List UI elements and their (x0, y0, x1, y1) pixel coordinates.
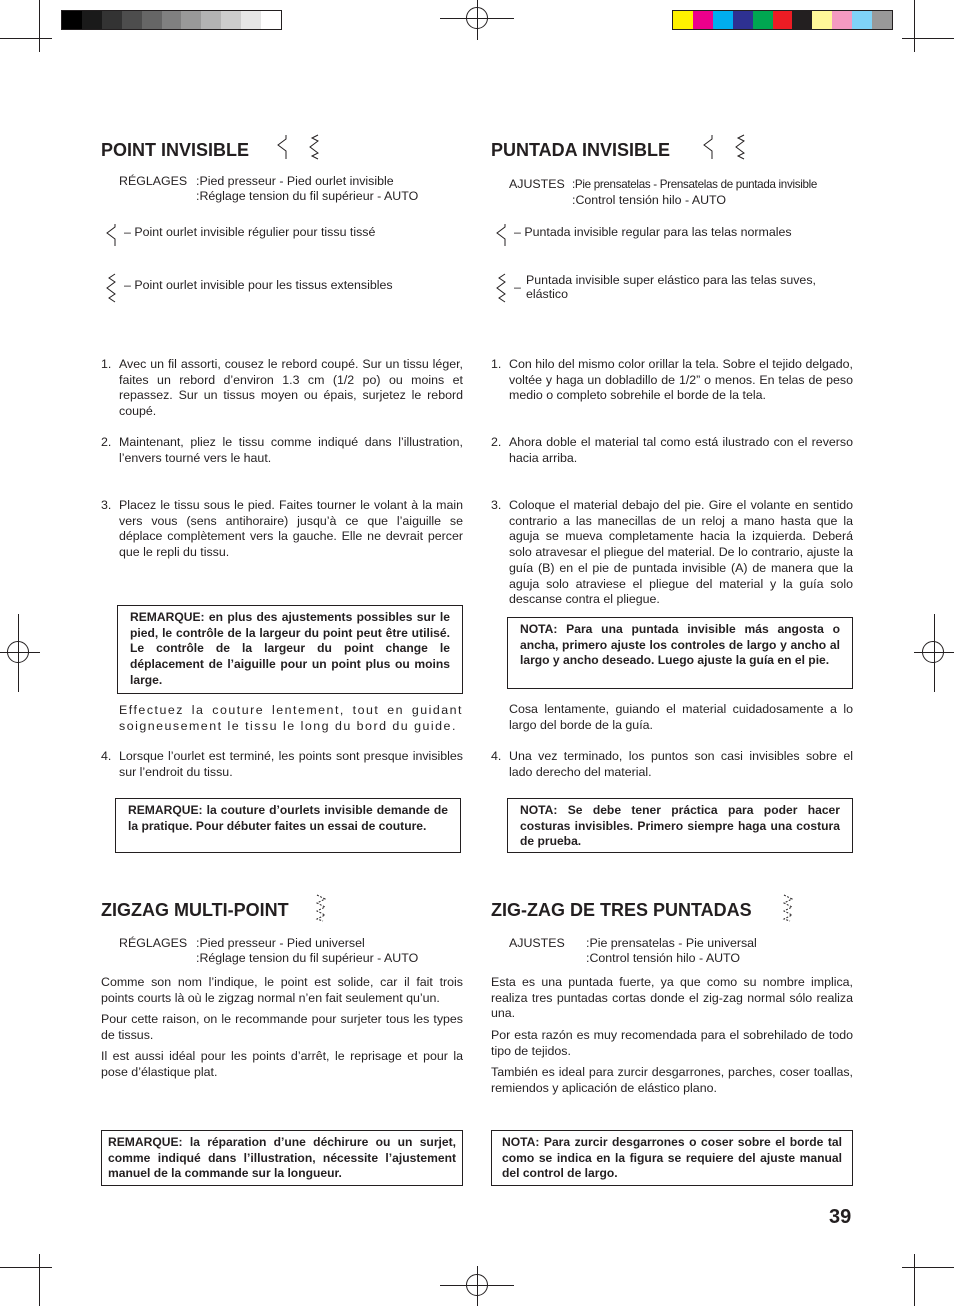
settings-label: RÉGLAGES (119, 936, 188, 950)
step-number: 4. (101, 749, 112, 763)
note-box: REMARQUE: la couture d’ourlets invisible demande de la pratique. Pour débuter faites un essai de couture. (115, 798, 461, 853)
settings-line: :Control tensión hilo - AUTO (586, 951, 741, 965)
stitch-option-dash: – (514, 280, 521, 294)
multi-zigzag-stitch-icon (313, 893, 329, 923)
stretch-blind-stitch-icon (732, 133, 748, 161)
crop-mark (914, 0, 915, 52)
color-swatch (792, 11, 812, 29)
multi-zigzag-stitch-icon (780, 893, 796, 923)
color-swatch (122, 11, 142, 29)
settings-label: RÉGLAGES (119, 174, 188, 188)
color-swatch (261, 11, 281, 29)
color-swatch (872, 11, 892, 29)
color-swatch (773, 11, 793, 29)
color-swatch (693, 11, 713, 29)
paragraph: También es ideal para zurcir desgarrones, parches, coser toallas, remiendos y aplicación de elástico plano. (491, 1065, 853, 1095)
settings-line: :Pie prensatelas - Prensatelas de puntada invisible (572, 178, 818, 191)
color-swatch (201, 11, 221, 29)
stitch-option-text: – Point ourlet invisible pour les tissus extensibles (124, 278, 393, 292)
stretch-blind-stitch-icon (494, 272, 508, 304)
crop-mark (0, 38, 52, 39)
color-swatch (62, 11, 82, 29)
settings-line: :Réglage tension du fil supérieur - AUTO (196, 189, 419, 203)
note-box: REMARQUE: en plus des ajustements possibles sur le pied, le contrôle de la largeur du point peut être utilisé. Le contrôle de la largeur du point change le déplacement de l’aiguille pour un point plus ou moins large. (117, 605, 463, 694)
settings-line: :Pied presseur - Pied universel (196, 936, 365, 950)
step-number: 4. (491, 749, 502, 763)
blind-stitch-icon (274, 133, 290, 161)
step-text: Avec un fil assorti, cousez le rebord coupé. Sur un tissu léger, faites un rebord d’environ 1.3 cm (1/2 po) ou moins et repassez. Sur un tissus moyen ou épais, surjetez le rebord coupé. (119, 357, 463, 419)
crop-mark (39, 1254, 40, 1306)
color-swatch (82, 11, 102, 29)
stretch-blind-stitch-icon (306, 133, 322, 161)
color-swatch (102, 11, 122, 29)
grayscale-bar (61, 10, 282, 30)
color-swatch (181, 11, 201, 29)
crop-mark (902, 38, 954, 39)
settings-line: :Control tensión hilo - AUTO (572, 193, 727, 207)
step-text: Maintenant, pliez le tissu comme indiqué dans l’illustration, l’envers tourné vers le haut. (119, 435, 463, 465)
stitch-option-text: – Point ourlet invisible régulier pour tissu tissé (124, 225, 376, 239)
step-text: Con hilo del mismo color orillar la tela. Sobre el tejido delgado, voltée y haga un dobladillo de 1/2” o menos. En telas de peso medio o completo sobrehile el borde de la tela. (509, 357, 853, 403)
color-swatch (241, 11, 261, 29)
step-number: 3. (491, 498, 502, 512)
settings-label: AJUSTES (509, 177, 565, 191)
settings-line: :Pied presseur - Pied ourlet invisible (196, 174, 394, 188)
section-title-puntada-invisible: PUNTADA INVISIBLE (491, 140, 671, 160)
step-number: 3. (101, 498, 112, 512)
paragraph: Esta es una puntada fuerte, ya que como su nombre implica, realiza tres puntadas cortas donde el zig-zag normal sólo realiza una. (491, 975, 853, 1021)
blind-stitch-icon (494, 222, 508, 248)
section-title-zig-zag-tres-puntadas: ZIG-ZAG DE TRES PUNTADAS (491, 900, 752, 920)
section-title-zigzag-multi-point: ZIGZAG MULTI-POINT (101, 900, 289, 920)
step-text: Una vez terminado, los puntos son casi invisibles sobre el lado derecho del material. (509, 749, 853, 779)
step-text: Coloque el material debajo del pie. Gire el volante en sentido contrario a las manecillas de un reloj a mano hasta que la aguja se mueva completamente hacia la izquierda. Deberá solo atravesar el pliegue del material. De lo contrario, ajuste la guía (B) en el pie de puntada invisible (A) de manera que la aguja solo atraviese el pliegue del material y la guía solo descanse contra el pliegue. (509, 498, 853, 607)
blind-stitch-icon (700, 133, 716, 161)
note-box: REMARQUE: la réparation d’une déchirure ou un surjet, comme indiqué dans l’illustration, nécessite l’ajustement manuel de la commande sur la longueur. (101, 1130, 463, 1186)
color-swatch (832, 11, 852, 29)
color-swatch (733, 11, 753, 29)
paragraph: Comme son nom l’indique, le point est solide, car il fait trois points courts là où le zigzag normal n’en fait seulement qu’un. (101, 975, 463, 1005)
color-swatch (812, 11, 832, 29)
instruction-text: Cosa lentamente, guiando el material cuidadosamente a lo largo del borde de la guía. (509, 702, 853, 732)
crop-mark (914, 1254, 915, 1306)
crop-mark (0, 1267, 52, 1268)
crop-mark (39, 0, 40, 52)
settings-line: :Pie prensatelas - Pie universal (586, 936, 757, 950)
step-text: Ahora doble el material tal como está ilustrado con el reverso hacia arriba. (509, 435, 853, 465)
stitch-option-text: – Puntada invisible regular para las telas normales (514, 225, 792, 239)
color-swatch (852, 11, 872, 29)
stitch-option-text: Puntada invisible super elástico para las telas suves, elástico (526, 273, 816, 301)
instruction-text: Effectuez la couture lentement, tout en guidant soigneusement le tissu le long du bord du guide. (119, 703, 463, 733)
note-box: NOTA: Para zurcir desgarrones o coser sobre el borde tal como se indica en la figura se requiere del ajuste manual del control de largo. (491, 1130, 853, 1186)
paragraph: Pour cette raison, on le recommande pour surjeter tous les types de tissus. (101, 1012, 463, 1042)
step-text: Placez le tissu sous le pied. Faites tourner le volant à la main vers vous (sens antihoraire) jusqu’à ce que l’aiguille se déplace complètement vers la gauche. Elle ne devrait percer que le repli du tissu. (119, 498, 463, 560)
settings-line: :Réglage tension du fil supérieur - AUTO (196, 951, 419, 965)
paragraph: Il est aussi idéal pour les points d’arrêt, le reprisage et pour la pose d’élastique plat. (101, 1049, 463, 1079)
step-text: Lorsque l’ourlet est terminé, les points sont presque invisibles sur l’endroit du tissu. (119, 749, 463, 779)
crop-mark (902, 1267, 954, 1268)
color-swatch (713, 11, 733, 29)
color-swatch (673, 11, 693, 29)
step-number: 1. (491, 357, 502, 371)
section-title-point-invisible: POINT INVISIBLE (101, 140, 250, 160)
color-swatch (221, 11, 241, 29)
step-number: 1. (101, 357, 112, 371)
color-swatch (753, 11, 773, 29)
color-swatch (162, 11, 182, 29)
color-bar (672, 10, 893, 30)
stretch-blind-stitch-icon (104, 272, 118, 304)
color-swatch (142, 11, 162, 29)
step-number: 2. (491, 435, 502, 449)
paragraph: Por esta razón es muy recomendada para el sobrehilado de todo tipo de tejidos. (491, 1028, 853, 1058)
note-box: NOTA: Para una puntada invisible más angosta o ancha, primero ajuste los controles de largo y ancho al largo y ancho deseado. Luego ajuste la guía en el pie. (507, 617, 853, 689)
settings-label: AJUSTES (509, 936, 565, 950)
step-number: 2. (101, 435, 112, 449)
blind-stitch-icon (104, 222, 118, 248)
page-number: 39 (829, 1206, 852, 1228)
note-box: NOTA: Se debe tener práctica para poder hacer costuras invisibles. Primero siempre haga una costura de prueba. (507, 798, 853, 853)
